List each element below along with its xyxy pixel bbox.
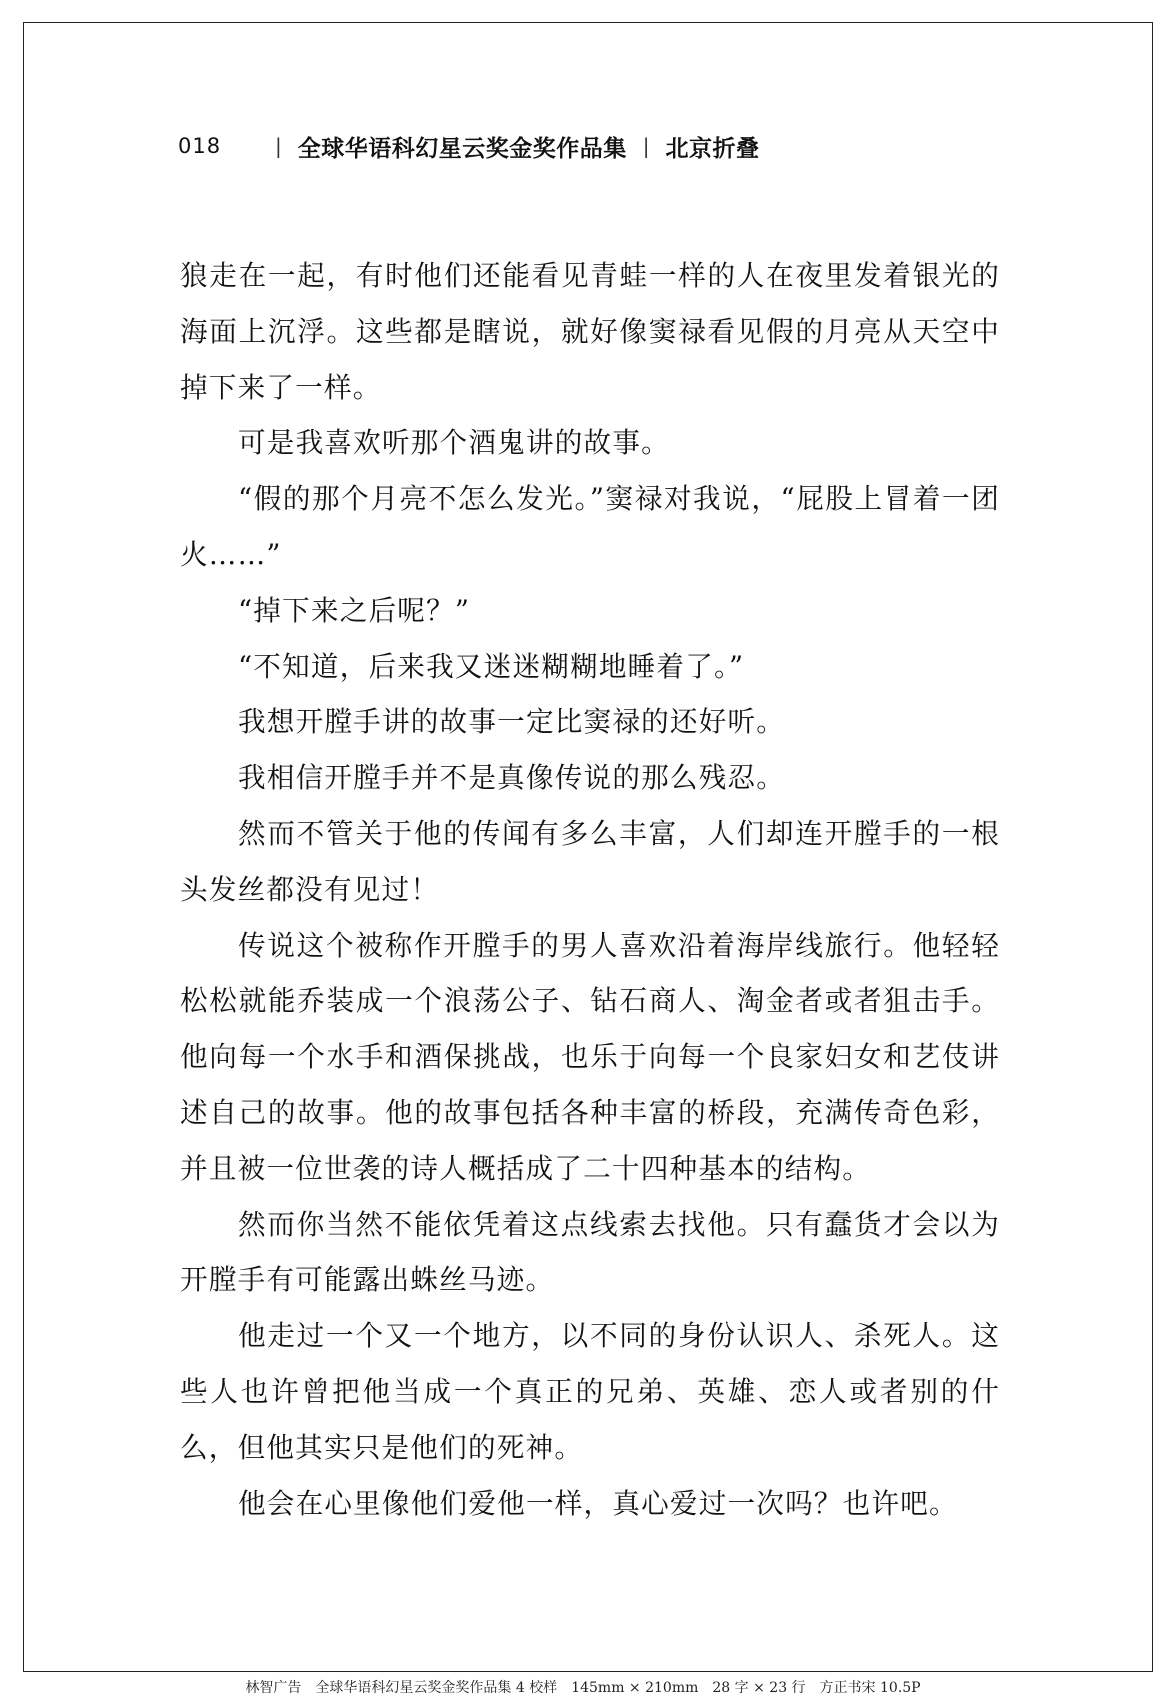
body-text (180, 248, 1000, 1531)
running-head (178, 126, 760, 166)
book-title: 全球华语科幻星云奖金奖作品集 (297, 135, 627, 162)
paragraph: 可是我喜欢听那个酒鬼讲的故事。 (238, 426, 670, 460)
paragraph: 我想开膛手讲的故事一定比窦禄的还好听。 (238, 705, 786, 739)
separator-bar: | (642, 134, 650, 158)
paragraph: “不知道，后来我又迷迷糊糊地睡着了。” (238, 649, 745, 683)
paragraph: 然而你当然不能依凭着这点线索去找他。只有蠢货才会以为开膛手有可能露出蛛丝马迹。 (180, 1207, 1000, 1297)
paragraph: 传说这个被称作开膛手的男人喜欢沿着海岸线旅行。他轻轻松松就能乔装成一个浪荡公子、钻石商人、淘金者或者狙击手。他向每一个水手和酒保挑战，也乐于向每一个良家妇女和艺伎讲述自己的故事。他的故事包括各种丰富的桥段，充满传奇色彩，并且被一位世袭的诗人概括成了二十四种基本的结构。 (180, 928, 1000, 1185)
proof-footer: 林智广告 全球华语科幻星云奖金奖作品集 4 校样 145mm × 210mm 28 字 × 23 行 方正书宋 10.5P (245, 1679, 921, 1696)
paragraph: 他走过一个又一个地方，以不同的身份认识人、杀死人。这些人也许曾把他当成一个真正的兄弟、英雄、恋人或者别的什么，但他其实只是他们的死神。 (180, 1319, 1000, 1464)
paragraph: 然而不管关于他的传闻有多么丰富，人们却连开膛手的一根头发丝都没有见过！ (180, 816, 1000, 906)
page-number: 018 (178, 134, 222, 158)
paragraph: “假的那个月亮不怎么发光。”窦禄对我说，“屁股上冒着一团火……” (180, 482, 1000, 571)
paragraph: 狼走在一起，有时他们还能看见青蛙一样的人在夜里发着银光的海面上沉浮。这些都是瞎说，就好像窦禄看见假的月亮从天空中掉下来了一样。 (180, 259, 1000, 404)
separator-bar: | (275, 134, 282, 158)
paragraph: 我相信开膛手并不是真像传说的那么残忍。 (238, 761, 786, 795)
chapter-title: 北京折叠 (665, 135, 760, 162)
paragraph: “掉下来之后呢？” (238, 593, 471, 627)
paragraph: 他会在心里像他们爱他一样，真心爱过一次吗？也许吧。 (238, 1486, 958, 1520)
